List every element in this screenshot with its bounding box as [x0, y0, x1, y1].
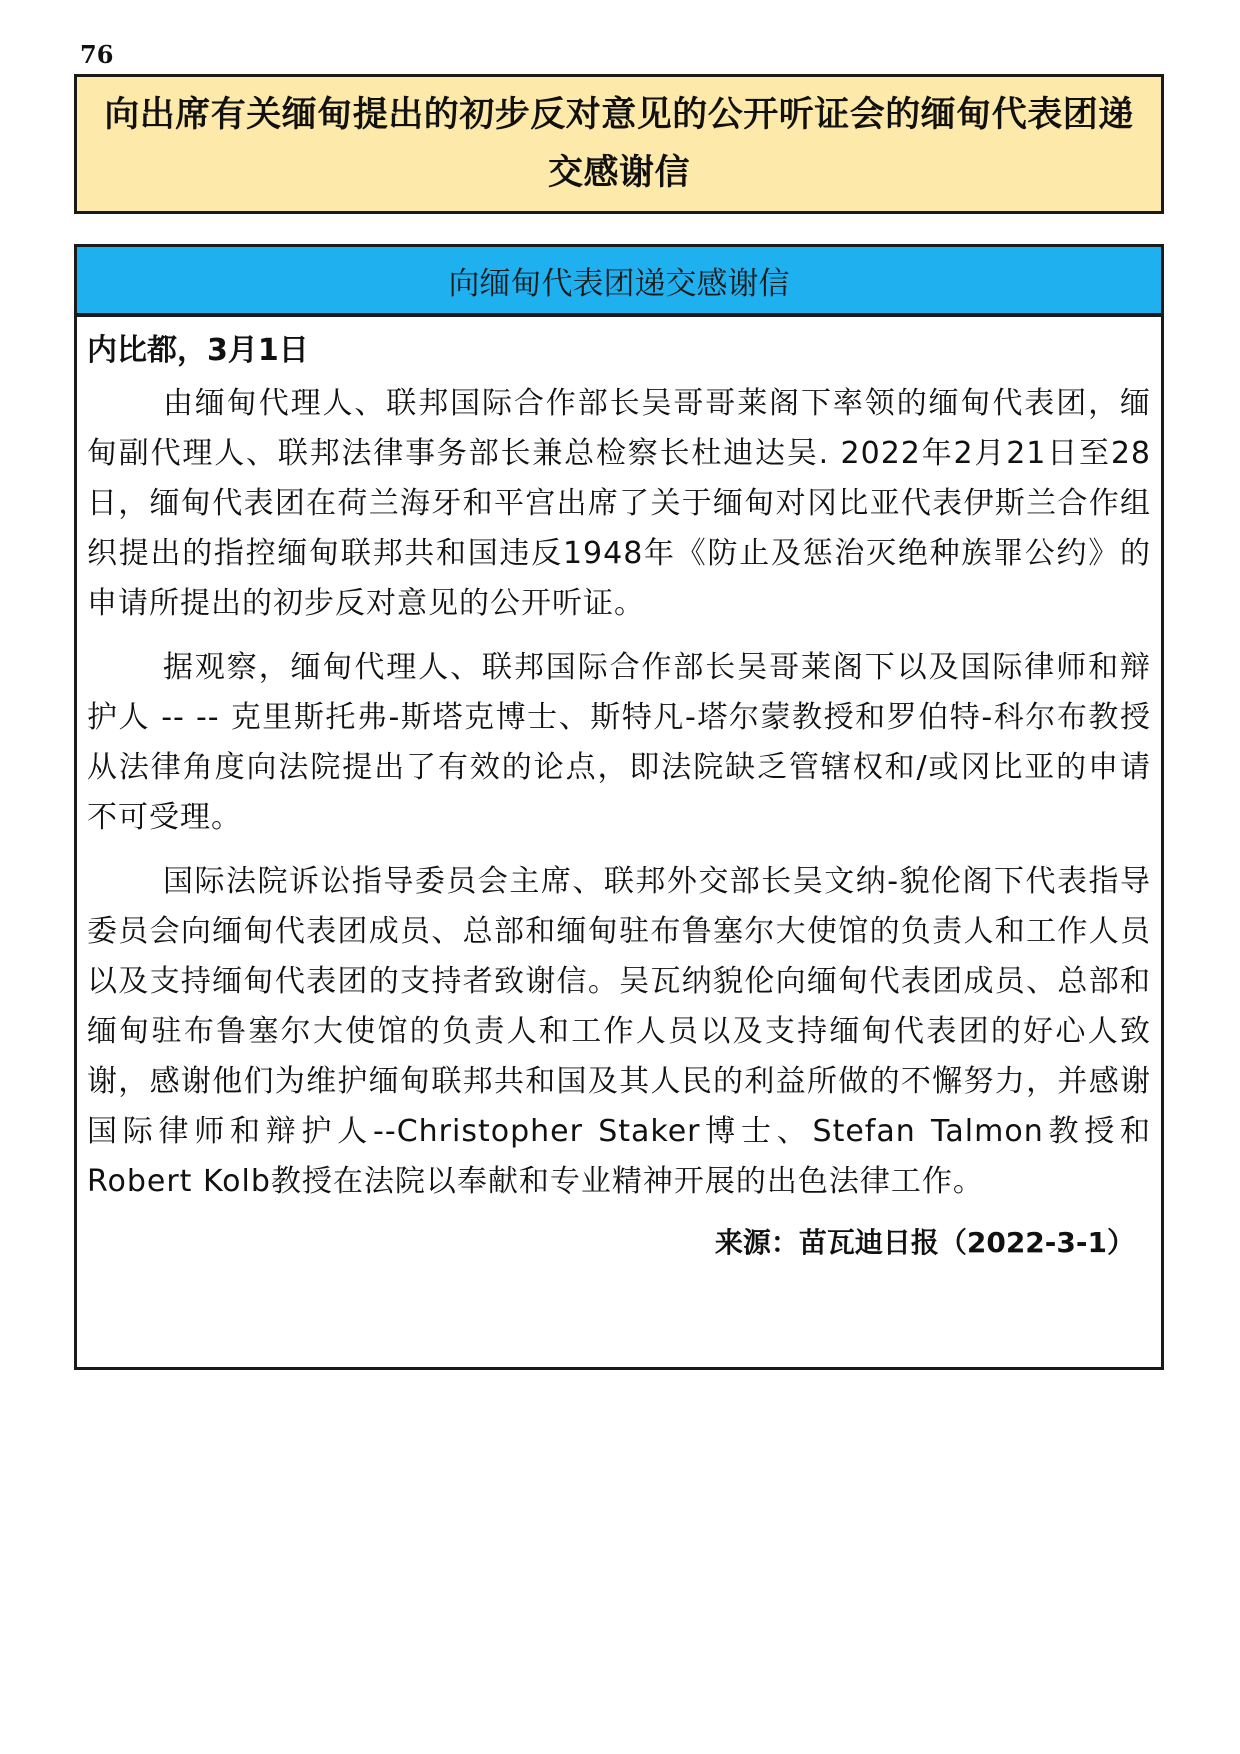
- page-number: 76: [80, 40, 114, 69]
- title-banner: [74, 74, 1164, 214]
- article-box: [74, 244, 1164, 1370]
- article-body: [77, 317, 1161, 1261]
- paragraph: 由缅甸代理人、联邦国际合作部长吴哥哥莱阁下率领的缅甸代表团，缅甸副代理人、联邦法律事务部长兼总检察长杜迪达吴. 2022年2月21日至28日，缅甸代表团在荷兰海牙和平宫出席了关于缅甸对冈比亚代表伊斯兰合作组织提出的指控缅甸联邦共和国违反1948年《防止及惩治灭绝种族罪公约》的申请所提出的初步反对意见的公开听证。: [87, 386, 1151, 621]
- page-title: 向出席有关缅甸提出的初步反对意见的公开听证会的缅甸代表团递交感谢信: [104, 95, 1134, 193]
- dateline: 内比都，3月1日: [87, 333, 309, 368]
- paragraph: 国际法院诉讼指导委员会主席、联邦外交部长吴文纳-貌伦阁下代表指导委员会向缅甸代表团成员、总部和缅甸驻布鲁塞尔大使馆的负责人和工作人员以及支持缅甸代表团的支持者致谢信。吴瓦纳貌伦向缅甸代表团成员、总部和缅甸驻布鲁塞尔大使馆的负责人和工作人员以及支持缅甸代表团的好心人致谢，感谢他们为维护缅甸联邦共和国及其人民的利益所做的不懈努力，并感谢国际律师和辩护人--Christopher Staker博士、Stefan Talmon教授和Robert Kolb教授在法院以奉献和专业精神开展的出色法律工作。: [87, 864, 1151, 1199]
- paragraph: 据观察，缅甸代理人、联邦国际合作部长吴哥莱阁下以及国际律师和辩护人 -- -- 克里斯托弗-斯塔克博士、斯特凡-塔尔蒙教授和罗伯特-科尔布教授从法律角度向法院提出了有效的论点，即法院缺乏管辖权和/或冈比亚的申请不可受理。: [87, 650, 1151, 835]
- source-citation: 来源：苗瓦迪日报（2022-3-1）: [714, 1226, 1135, 1259]
- article-header: 向缅甸代表团递交感谢信: [77, 247, 1161, 317]
